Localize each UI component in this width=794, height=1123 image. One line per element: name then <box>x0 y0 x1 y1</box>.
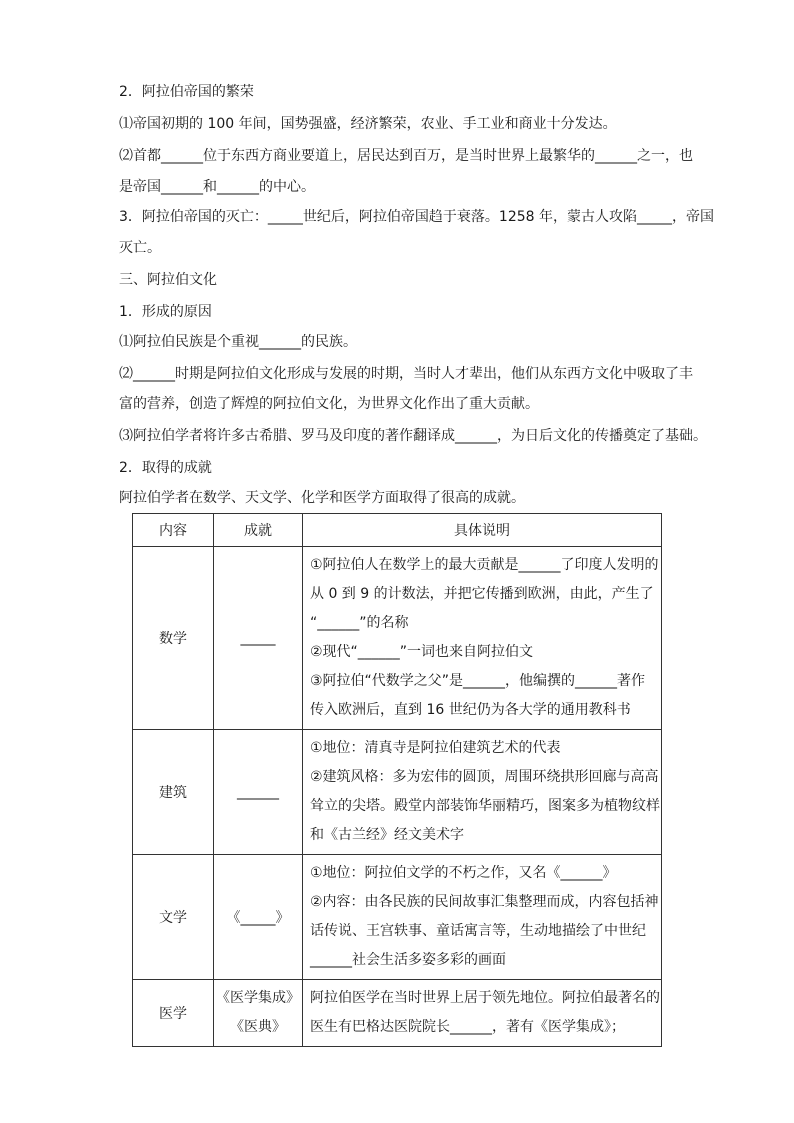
causes-title: 1．形成的原因 <box>119 304 212 320</box>
row-field: 建筑 <box>133 730 214 855</box>
decline-line-a: 3．阿拉伯帝国的灭亡：_____世纪后，阿拉伯帝国趋于衰落。1258 年，蒙古人攻陷_____，帝国 <box>119 209 714 225</box>
row-achievement: ______ <box>214 730 303 855</box>
detail-line: 从 0 到 9 的计数法，并把它传播到欧洲，由此，产生了 <box>310 586 654 602</box>
prosperity-item-2b: 是帝国______和______的中心。 <box>119 179 315 195</box>
row-details <box>303 547 662 730</box>
achievements-intro: 阿拉伯学者在数学、天文学、化学和医学方面取得了很高的成就。 <box>119 490 525 506</box>
row-details <box>303 855 662 980</box>
header-content: 内容 <box>133 514 214 547</box>
detail-line: ②现代“______”一词也来自阿拉伯文 <box>310 644 534 660</box>
detail-line: ①地位：清真寺是阿拉伯建筑艺术的代表 <box>310 740 561 756</box>
prosperity-item-1: ⑴帝国初期的 100 年间，国势强盛，经济繁荣，农业、手工业和商业十分发达。 <box>119 116 617 132</box>
table-row <box>133 547 662 730</box>
cause-2b: 富的营养，创造了辉煌的阿拉伯文化，为世界文化作出了重大贡献。 <box>119 396 539 412</box>
table-row <box>133 855 662 980</box>
row-achievement: _____ <box>214 547 303 730</box>
table-header-row <box>133 514 662 547</box>
detail-line: ______社会生活多姿多彩的画面 <box>310 952 506 968</box>
prosperity-item-2a: ⑵首都______位于东西方商业要道上，居民达到百万，是当时世界上最繁华的______之一，也 <box>119 148 693 164</box>
detail-line: ①地位：阿拉伯文学的不朽之作，又名《______》 <box>310 865 617 881</box>
cause-2a: ⑵______时期是阿拉伯文化形成与发展的时期，当时人才辈出，他们从东西方文化中吸取了丰 <box>119 366 693 382</box>
row-achievement: 《_____》 <box>214 855 303 980</box>
achievement-line: 《医学集成》 <box>216 990 300 1006</box>
detail-line: ②建筑风格：多为宏伟的圆顶，周围环绕拱形回廊与高高 <box>310 769 659 785</box>
table-row <box>133 730 662 855</box>
row-achievement <box>214 980 303 1047</box>
achievements-title: 2．取得的成就 <box>119 460 212 476</box>
detail-line: ②内容：由各民族的民间故事汇集整理而成，内容包括神 <box>310 894 659 910</box>
prosperity-title: 2．阿拉伯帝国的繁荣 <box>119 84 254 100</box>
detail-line: 和《古兰经》经文美术字 <box>310 827 464 843</box>
cause-3: ⑶阿拉伯学者将许多古希腊、罗马及印度的著作翻译成______，为日后文化的传播奠定了基础。 <box>119 428 707 444</box>
culture-title: 三、阿拉伯文化 <box>119 272 217 288</box>
row-details <box>303 980 662 1047</box>
detail-line: 医生有巴格达医院院长______，著有《医学集成》； <box>310 1019 625 1035</box>
row-field: 数学 <box>133 547 214 730</box>
detail-line: 阿拉伯医学在当时世界上居于领先地位。阿拉伯最著名的 <box>310 990 660 1006</box>
header-details: 具体说明 <box>303 514 662 547</box>
achievement-line: 《医典》 <box>230 1019 286 1035</box>
header-achievement: 成就 <box>214 514 303 547</box>
row-field: 医学 <box>133 980 214 1047</box>
decline-line-b: 灭亡。 <box>119 240 161 256</box>
detail-line: 话传说、王宫轶事、童话寓言等，生动地描绘了中世纪 <box>310 923 646 939</box>
detail-line: “______”的名称 <box>310 615 409 631</box>
cause-1: ⑴阿拉伯民族是个重视______的民族。 <box>119 334 357 350</box>
table-row <box>133 980 662 1047</box>
detail-line: 传入欧洲后，直到 16 世纪仍为各大学的通用教科书 <box>310 702 631 718</box>
detail-line: ③阿拉伯“代数学之父”是______，他编撰的______著作 <box>310 673 646 689</box>
row-field: 文学 <box>133 855 214 980</box>
detail-line: 耸立的尖塔。殿堂内部装饰华丽精巧，图案多为植物纹样 <box>310 798 660 814</box>
detail-line: ①阿拉伯人在数学上的最大贡献是______了印度人发明的 <box>310 557 659 573</box>
achievements-table <box>132 513 662 1047</box>
row-details <box>303 730 662 855</box>
